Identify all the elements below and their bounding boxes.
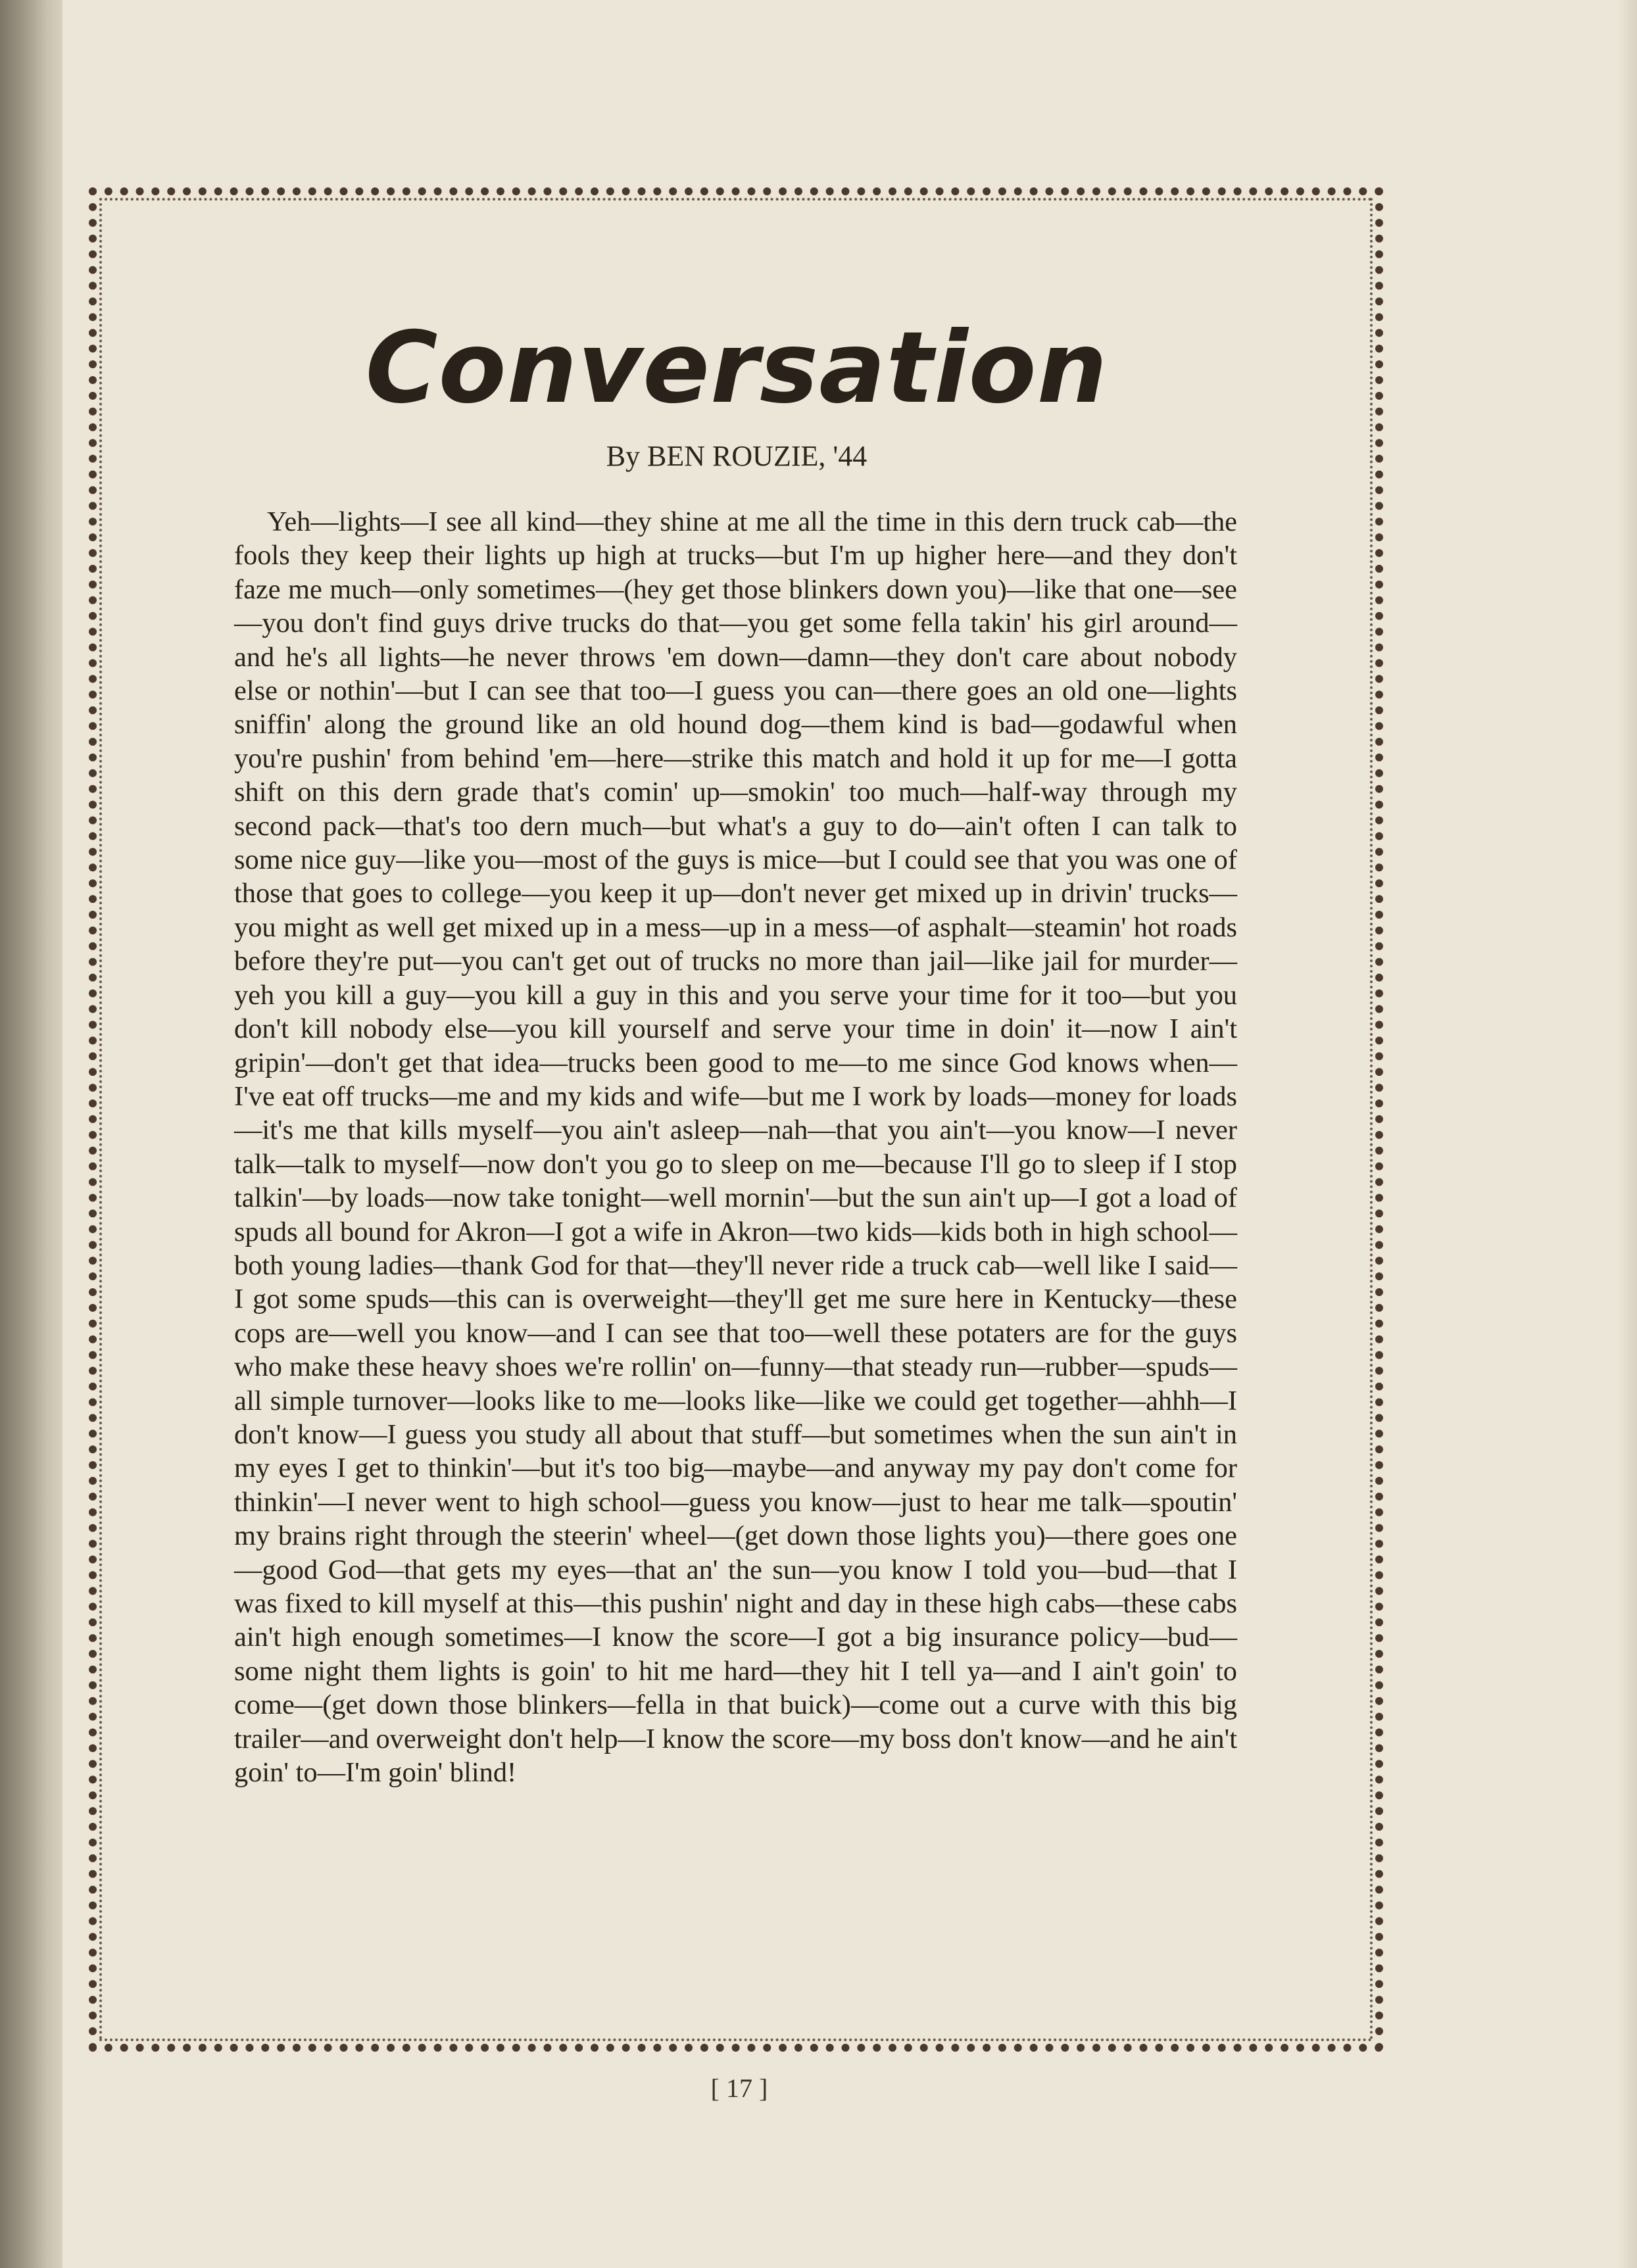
article-body: Yeh—lights—I see all kind—they shine at me all the time in this dern truck cab—the fools they keep their lights up high at trucks—but I'm up higher here—and they don't faze me much—only sometimes—(hey get those blinkers down you)—like that one—see—you don't find guys drive trucks do that—you get some fella takin' his girl around—and he's all lights—he never throws 'em down—damn—they don't care about nobody else or nothin'—but I can see that too—I guess you can—there goes an old one—lights sniffin' along the ground like an old hound dog—them kind is bad—godawful when you're pushin' from behind 'em—here—strike this match and hold it up for me—I gotta shift on this dern grade that's comin' up—smokin' too much—half-way through my second pack—that's too dern much—but what's a guy to do—ain't often I can talk to some nice guy—like you—most of the guys is mice—but I could see that you was one of those that goes to college—you keep it up—don't never get mixed up in drivin' trucks—you might as well get mixed up in a mess—up in a mess—of asphalt—steamin' hot roads before they're put—you can't get out of trucks no more than jail—like jail for murder—yeh you kill a guy—you kill a guy in this and you serve your time for it too—but you don't kill nobody else—you kill yourself and serve your time in doin' it—now I ain't gripin'—don't get that idea—trucks been good to me—to me since God knows when—I've eat off trucks—me and my kids and wife—but me I work by loads—money for loads—it's me that kills myself—you ain't asleep—nah—that you ain't—you know—I never talk—talk to myself—now don't you go to sleep on me—because I'll go to sleep if I stop talkin'—by loads—now take tonight—well mornin'—but the sun ain't up—I got a load of spuds all bound for Akron—I got a wife in Akron—two kids—kids both in high school—both young ladies—thank God for that—they'll never ride a truck cab—well like I said—I got some spuds—this can is overweight—they'll get me sure here in Kentucky—these cops are—well you know—and I can see that too—well these potaters are for the guys who make these heavy shoes we're rollin' on—funny—that steady run—rubber—spuds—all simple turnover—looks like to me—looks like—like we could get together—ahhh—I don't know—I guess you study all about that stuff—but sometimes when the sun ain't in my eyes I get to thinkin'—but it's too big—maybe—and anyway my pay don't come for thinkin'—I never went to high school—guess you know—just to hear me talk—spoutin' my brains right through the steerin' wheel—(get down those lights you)—there goes one—good God—that gets my eyes—that an' the sun—you know I told you—bud—that I was fixed to kill myself at this—this pushin' night and day in these high cabs—these cabs ain't high enough sometimes—I know the score—I got a big insurance policy—bud—some night them lights is goin' to hit me hard—they hit I tell ya—and I ain't goin' to come—(get down those blinkers—fella in that buick)—come out a curve with this big trailer—and overweight don't help—I know the score—my boss don't know—and he ain't goin' to—I'm goin' blind!	[234, 506, 1237, 1789]
page-edge	[1617, 0, 1637, 2268]
book-gutter	[0, 0, 72, 2268]
article-title: Conversation	[365, 311, 1108, 425]
article-byline: By BEN ROUZIE, '44	[606, 440, 867, 472]
page-number: [ 17 ]	[710, 2073, 768, 2103]
